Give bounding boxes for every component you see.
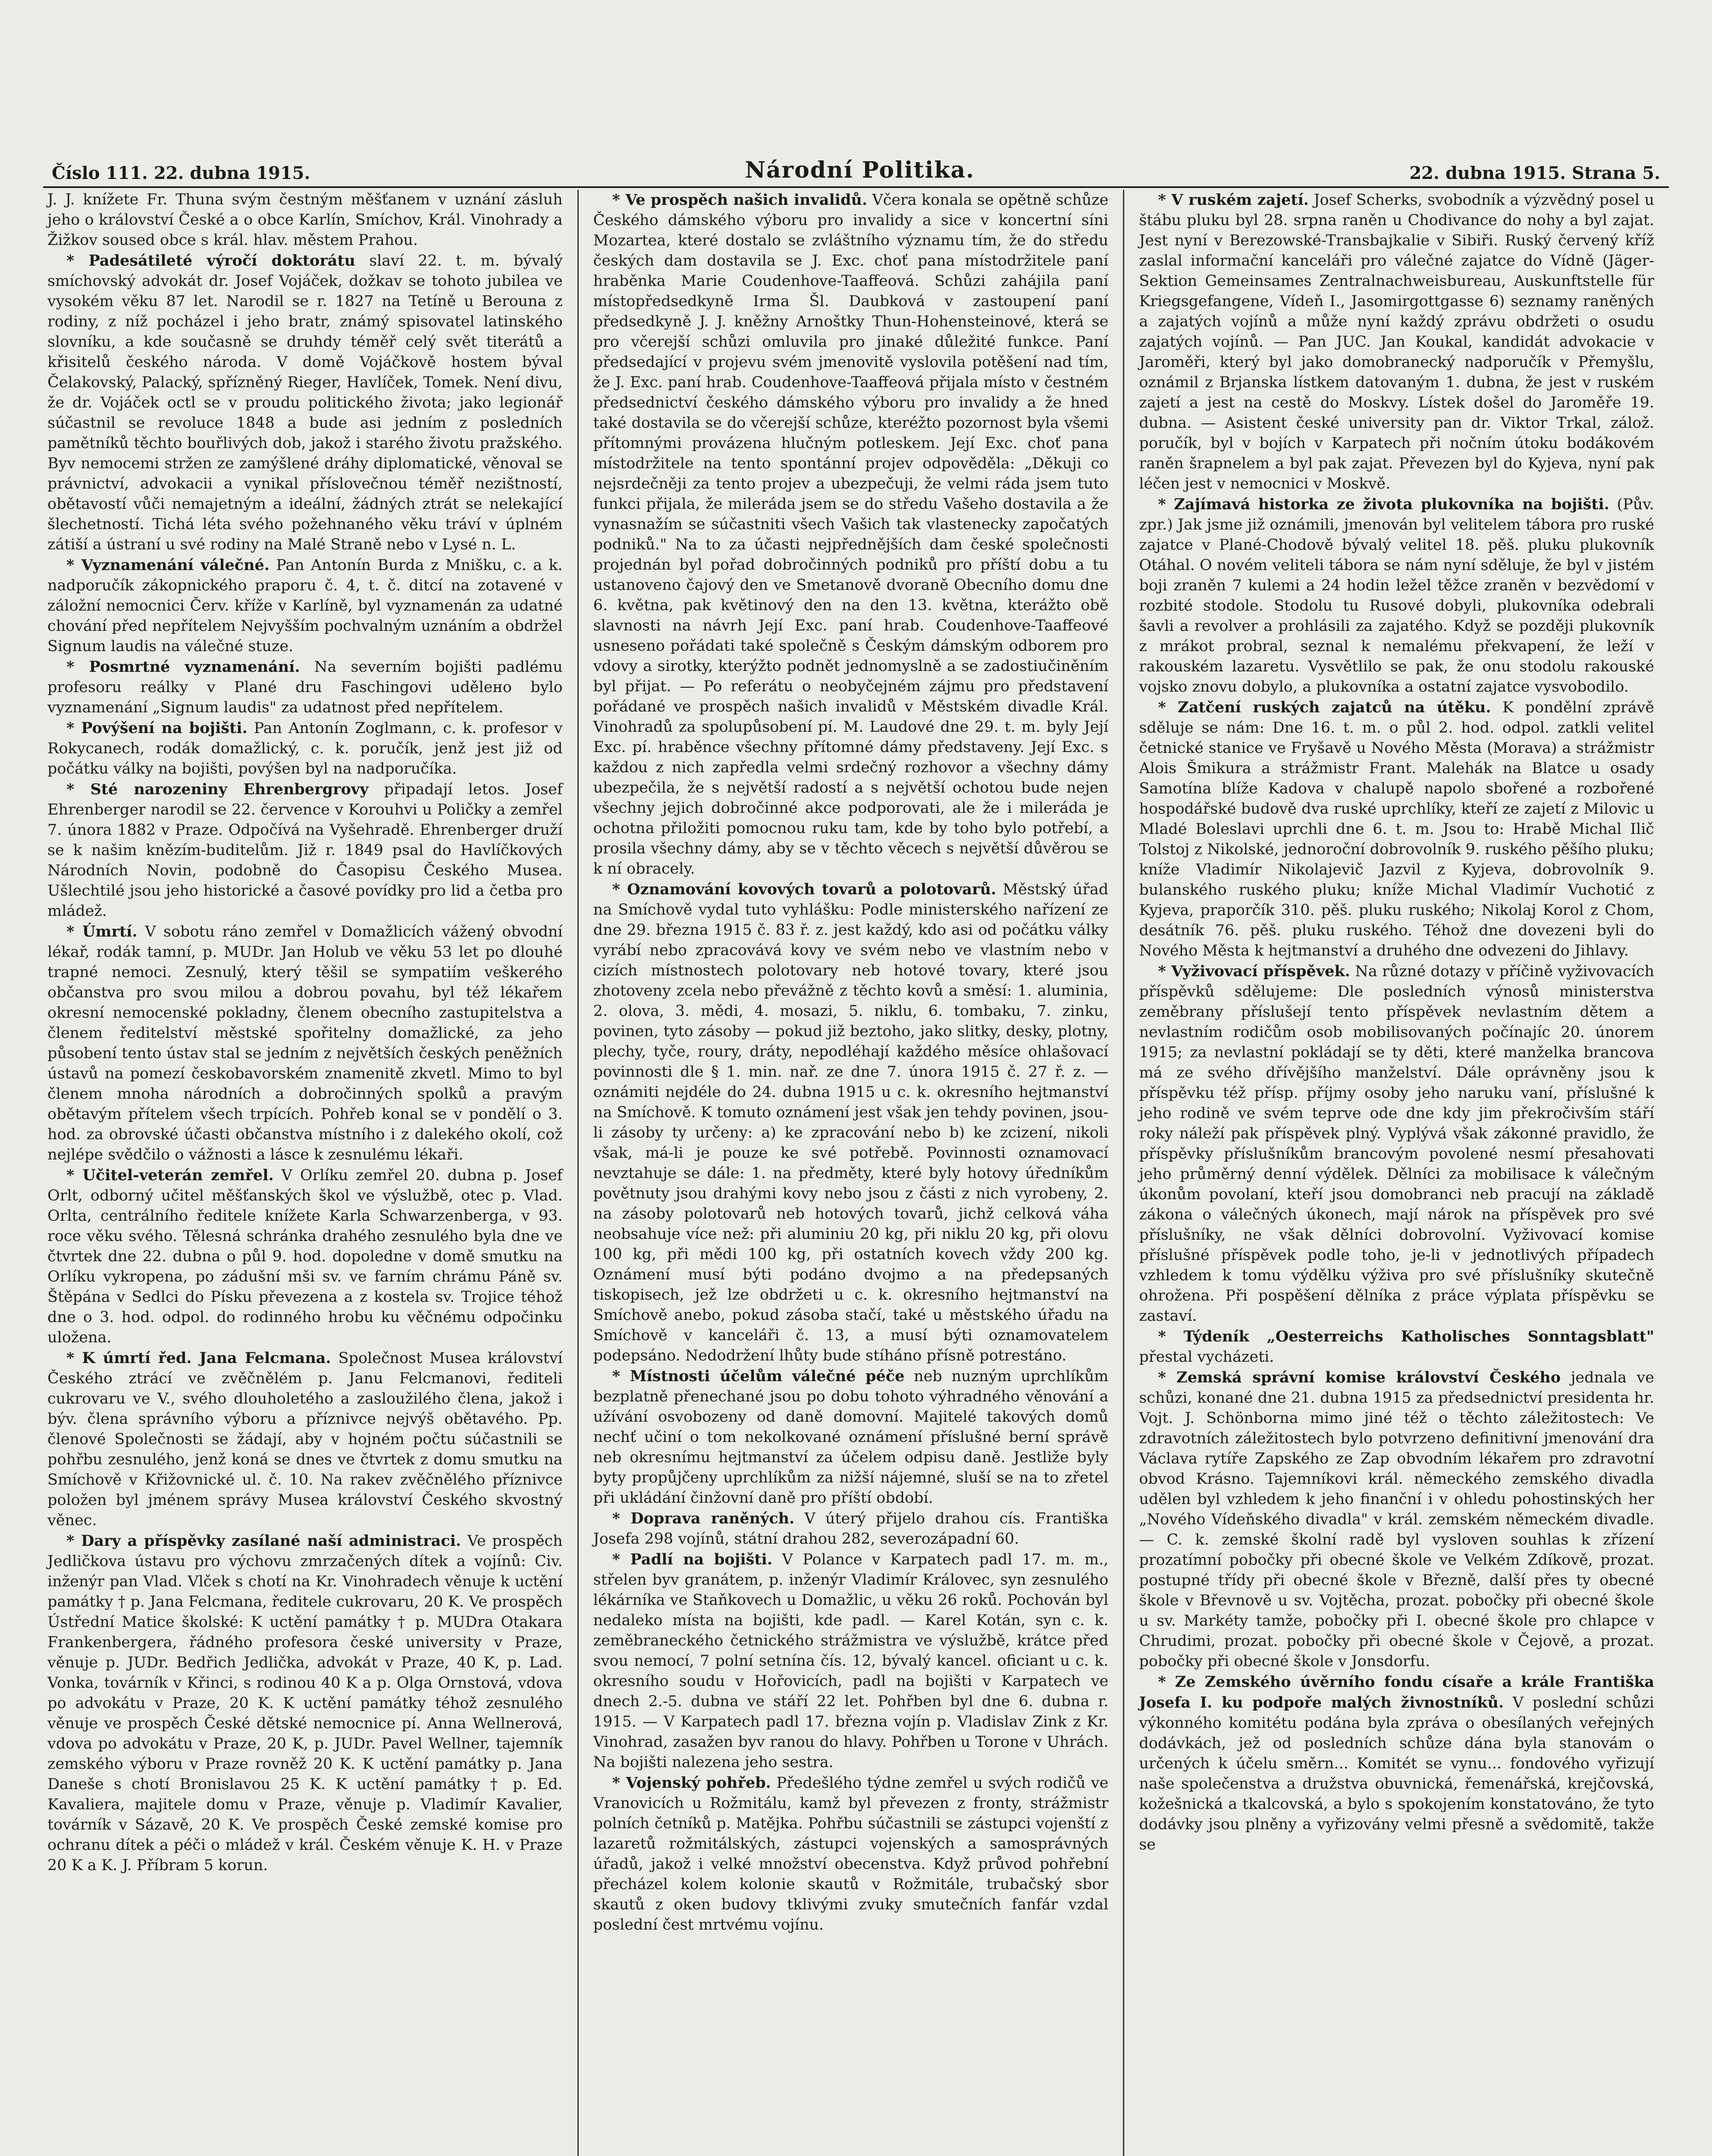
article-heading: * V ruském zajetí.: [1158, 191, 1309, 209]
article-heading: * Zatčení ruských zajatců na útěku.: [1158, 699, 1491, 716]
article-heading: * K úmrtí řed. Jana Felcmana.: [66, 1349, 331, 1367]
article-text: jednala ve schůzi, konané dne 21. dubna 1915 za předsednictví presidenta hr. Vojt. J. Schönborna mimo jiné též o těchto záležitostech: Ve zdravotních záležitostech bylo potvrzeno definitivní jmenování dra Václava rytíře Zapského ze Zap obvodním lékařem pro zdravotní obvod Krásno. Tajemníkovi král. německého zemského divadla udělen byl vzhledem k jeho finanční i v ohledu pohostinských her „Nového Vídeňského divadla" v král. zemském německém divadle. — C. k. zemské školní radě byl vysloven souhlas k zřízení prozatímní pobočky při obecné škole ve Velkém Zdíkově, prozat. postupné třídy při obecné škole v Březně, další přes ty obecné škole v Břevnově u sv. Vojtěcha, prozat. pobočky při obecné škole u sv. Markéty tamže, pobočky při I. obecné škole pro chlapce v Chrudimi, prozat. pobočky při obecné škole v Čejově, a prozat. pobočky při obecné škole v Jonsdorfu.: [1139, 1369, 1655, 1670]
article-text: Josef Scherks, svobodník a výzvědný posel u štábu pluku byl 28. srpna raněn u Chodivance do nohy a byl zajat. Jest nyní v Berezowské-Transbajkalie v Sibiři. Ruský červený kříž zaslal informační kanceláři pro válečné zajatce do Vídně (Jäger-Sektion Gemeinsames Zentralnachweisbureau, Auskunftstelle für Kriegsgefangene, Vídeň I., Jasomirgottgasse 6) seznamy raněných a zajatých vojínů a může nyní každý zprávu obdržeti o osudu zajatých vojínů. — Pan JUC. Jan Koukal, kandidát advokacie v Jaroměři, který byl jako domobranecký nadporučík v Přemyšlu, oznámil z Brjanska lístkem datovaným 1. dubna, že jest v ruském zajetí a jest na cestě do Moskvy. Lístek došel do Jaroměře 19. dubna. — Asistent české university pan dr. Viktor Trkal, zálož. poručík, byl v bojích v Karpatech při nočním útoku bodákovém raněn šrapnelem a byl pak zajat. Převezen byl do Kyjeva, nyní pak léčen jest v nemocnici v Moskvě.: [1139, 191, 1655, 492]
article-heading: * Povýšení na bojišti.: [66, 719, 248, 737]
article-text: V Polance v Karpatech padl 17. m. m., střelen byv granátem, p. inženýr Vladimír Královec, syn zesnulého lékárníka ve Staňkovech u Domažlic, u věku 26 roků. Pochován byl nedaleko místa na bojišti, kde padl. — Karel Kotán, syn c. k. zeměbraneckého četnického strážmistra ve výslužbě, krátce před svou nemocí, 7 polní setnína čís. 12, bývalý kancel. oficiant u c. k. okresního soudu v Hořovicích, padl na bojišti v Karpatech ve dnech 2.-5. dubna ve stáří 22 let. Pohřben byl dne 6. dubna r. 1915. — V Karpatech padl 17. března vojín p. Vladislav Zink z Kr. Vinohrad, zasažen byv ranou do hlavy. Pohřben u Torone v Uhrách. Na bojišti nalezena jeho sestra.: [593, 1551, 1109, 1771]
article-heading: * Padlí na bojišti.: [612, 1551, 773, 1568]
article-heading: * Vyznamenání válečné.: [66, 556, 270, 574]
page-header: [52, 142, 1660, 183]
issue-number-date: Číslo 111. 22. dubna 1915.: [52, 163, 310, 183]
article-text: V Orlíku zemřel 20. dubna p. Josef Orlt, odborný učitel měšťanských škol ve výslužbě, otec p. Vlad. Orlta, centrálního ředitele knížete Karla Schwarzenberga, v 93. roce věku svého. Tělesná schránka drahého zesnulého byla dne ve čtvrtek dne 22. dubna o půl 9. hod. dopoledne v domě smutku na Orlíku vykropena, po zádušní mši sv. ve farním chrámu Páně sv. Štěpána v Sedlci do Písku převezena a z kostela sv. Trojice téhož dne o 3. hod. odpol. do rodinného hrobu ku věčnému odpočinku uložena.: [47, 1167, 563, 1346]
article-text: Společnost Musea království Českého ztrácí ve zvěčnělém p. Janu Felcmanovi, řediteli cukrovaru ve V., svého dlouholetého a zasloužilého člena, jakož i býv. člena správního výboru a příznivce nejvýš obětavého. Pp. členové Společnosti se žádají, aby v hojném počtu súčastnili se pohřbu zesnulého, jenž koná se dnes ve čtvrtek z domu smutku na Smíchově v Křižovnické ul. č. 10. Na rakev zvěčnělého příznivce položen byl jménem správy Musea království Českého skvostný věnec.: [47, 1350, 563, 1529]
article-text: V poslední schůzi výkonného komitétu podána byla zpráva o obesílaných veřejných dodávkách, jež od posledních schůze dána byla stanovám o určených k účelu směrn... Komitét se vynu... fondového vyřizují naše společenstva a družstva obuvnická, řemenářská, krejčovská, kožešnická a tkalcovská, a bylo s spokojením konstatováno, že tyto dodávky jsou plněny a vyřizovány velmi přesně a svědomitě, takže se: [1139, 1694, 1655, 1853]
article-heading: * Učitel-veterán zemřel.: [66, 1166, 274, 1184]
article-heading: * Padesátileté výročí doktorátu: [66, 252, 355, 270]
column-2: [577, 190, 1123, 2156]
article-paragraph: [47, 921, 563, 1165]
article-paragraph: [593, 190, 1109, 879]
article-text: Pan Antonín Burda z Mnišku, c. a k. nadporučík zákopnického praporu č. 4, t. č. ditcí na zotavené v záložní nemocnici Červ. kříže v Karlíně, byl vyznamenán za udatné chování před nepřítelem Nejvyšším pochvalným uznáním a obdržel Signum laudis na válečné stuze.: [47, 557, 563, 655]
article-paragraph: [1139, 494, 1654, 697]
article-heading: * Dary a příspěvky zasílané naší administraci.: [66, 1532, 461, 1550]
article-paragraph: [47, 1165, 563, 1348]
column-1: [43, 190, 577, 2156]
article-heading: * Zemská správní komise království Českého: [1158, 1369, 1561, 1386]
article-paragraph: [47, 779, 563, 921]
article-heading: * Sté narozeniny Ehrenbergrovy: [66, 780, 369, 798]
article-text: V sobotu ráno zemřel v Domažlicích vážený obvodní lékař, rodák tamní, p. MUDr. Jan Holub ve věku 53 let po dlouhé trapné nemoci. Zesnulý, který těšil se sympatiím veškerého občanstva pro svou milou a dobrou povahu, byl též lékařem okresní nemocenské pokladny, členem obecního zastupitelstva a členem ředitelství městské spořitelny domažlické, za jeho působení tento ústav stal se jedním z největších českých peněžních ústavů na pomezí českobavorském znamenitě zkvetl. Mimo to byl členem mnoha národních a dobročinných spolků a pravým obětavým přítelem všech trpících. Pohřeb konal se v pondělí o 3. hod. za obrovské účasti občanstva místního i z dalekého okolí, což nejlépe svědčilo o vážnosti a lásce k zesnulému lékaři.: [47, 923, 563, 1163]
header-rule: [43, 186, 1669, 188]
article-text: K pondělní zprávě sděluje se nám: Dne 16. t. m. o půl 2. hod. odpol. zatkli velitel četnické stanice ve Fryšavě u Nového Města (Morava) a strážmistr Alois Šmikura a strážmistr Frant. Malehák na Blatce u osady Samotína blíže Kadova v chalupě napolo sbořené a rozbořené hospodářské budově dva ruské uprchlíky, kteří ze zajetí z Milovic u Mladé Boleslavi uprchli dne 6. t. m. Jsou to: Hrabě Michal Ilič Tolstoj z Nikolské, jednoroční dobrovolník 9. ruského pěšího pluku; kníže Vladimír Nikolajevič Jazvil z Kyjeva, dobrovolník 9. bulanského ruského pluku; kníže Michal Vladimír Vuchotić z Kyjeva, praporčík 310. pěš. pluku ruského; Nikolaj Korol z Chom, desátník 76. pěš. pluku ruského. Téhož dne dovezeni byli do Nového Města k hejtmanství a druhého dne odvezeni do Jihlavy.: [1139, 699, 1655, 959]
article-paragraph: [47, 251, 563, 555]
article-text: Předešlého týdne zemřel u svých rodičů ve Vranovicích u Rožmitálu, kamž byl převezen z fronty, strážmistr polních četníků p. Matějka. Pohřbu súčastnili se zástupci vojenští z lazaretů rožmitálských, zástupci vojenských a samosprávných úřadů, jakož i velké množství obecenstva. Když průvod pohřební přecházel kolem kolonie skautů v Rožmitále, trubačský sbor skautů z oken budovy tklivými zvuky smutečních fanfár vzdal poslední čest mrtvému vojínu.: [593, 1774, 1109, 1934]
article-paragraph: [1139, 1367, 1654, 1672]
article-heading: * Místnosti účelům válečné péče: [612, 1367, 905, 1385]
article-text: slaví 22. t. m. bývalý smíchovský advokát dr. Josef Vojáček, dožkav se tohoto jubilea ve vysokém věku 87 let. Narodil se r. 1827 na Tetíně u Berouna z rodiny, z níž pocházel i jeho bratr, známý spisovatel latinského slovníku, a kde současně se druhdy téměř celý svět titerátů a křisitelů českého národa. V domě Vojáčkově hostem býval Čelakovský, Palacký, spřízněný Rieger, Havlíček, Tomek. Není divu, že dr. Vojáček octl se v proudu politického života; jako legionář súčastnil se revoluce 1848 a bude asi jedním z posledních pamětníků těchto bouřlivých dob, jakož i starého životu pražského. Byv nemocemi stržen ze zamýšlené dráhy diplomatické, věnoval se právnictví, advokacii a vynikal příslovečnou téměř nezištností, obětavostí vůči nemajetným a ideální, žádných ztrát se nelekající šlechetností. Tichá léta svého požehnaného věku tráví v úplném zátiší a ústraní u své rodiny na Malé Straně nebo v Lysé n. L.: [47, 252, 563, 553]
article-text: (Pův. zpr.) Jak jsme již oznámili, jmenován byl velitelem tábora pro ruské zajatce v Plané-Chodově bývalý velitel 18. pěš. pluku plukovník Otáhal. O novém veliteli tábora se nám nyní sděluje, že byl v jistém boji zraněn 7 kulemi a 24 hodin ležel těžce zraněn v bezvědomí v rozbité stodole. Stodolu tu Rusové dobyli, plukovníka odebrali šavli a revolver a prohlásili za zajatého. Když se později plukovník z mrákot probral, seznal k nemalému překvapení, že leží v rakouském lazaretu. Vysvětlilo se pak, že onu stodolu rakouské vojsko znovu dobylo, a plukovníka a ostatní zajatce vysvobodilo.: [1139, 496, 1655, 696]
article-paragraph: [1139, 190, 1654, 494]
article-heading: * Ve prospěch našich invalidů.: [612, 191, 868, 209]
article-heading: * Vojenský pohřeb.: [612, 1774, 771, 1792]
article-paragraph: [1139, 1672, 1654, 1855]
article-heading: * Vyživovací příspěvek.: [1158, 962, 1350, 980]
article-text: Na různé dotazy v příčině vyživovacích příspěvků sdělujeme: Dle posledních výnosů ministerstva zeměbrany příslušejí tento příspěvek nevlastním dětem a nevlastním rodičům osob mobilisovaných počínajíc 20. únorem 1915; za nevlastní pokládají se ty děti, které manželka brancova má ze svého dřívějšího manželství. Dále oprávněny jsou k příspěvku též přísp. příjmy osoby jeho naruku vaní, příslušné k jeho rodině ve svém teprve ode dne kdy jim překročivším stáří roky náleží pak příspěvek plný. Vyplývá však zákonné pravidlo, že příspěvky příslušníkům brancovým povolené nesmí přesahovati jeho průměrný denní výdělek. Dělníci za mobilisace k válečným úkonům povolaní, kteří jsou domobranci neb pracují na základě zákona o válečných úkonech, mají nárok na příspěvek pro své příslušníky, ne však dělníci dobrovolní. Vyživovací komise příslušné příspěvek podle toho, je-li v jednotlivých případech vzhledem k tomu výdělku výživa pro své příslušníky skutečně ohrožena. Při pospěšení dělníka z práce výplata příspěvku se zastaví.: [1139, 963, 1655, 1325]
article-heading: * Týdeník „Oesterreichs Katholisches Sonntagsblatt": [1158, 1328, 1655, 1345]
article-text: Městský úřad na Smíchově vydal tuto vyhlášku: Podle ministerského nařízení ze dne 29. března 1915 č. 83 ř. z. jest každý, kdo asi od počátku války vyrábí nebo zpracovává kovy ve svém nebo ve vlastním nebo v cizích místnostech polotovary neb hotové tovary, které jsou zhotoveny zcela nebo převážně z těchto kovů a směsí: 1. aluminia, 2. olova, 3. mědi, 4. mosazi, 5. niklu, 6. tombaku, 7. zinku, povinen, tyto zásoby — pokud již beztoho, jako slitky, desky, plotny, plechy, tyče, roury, dráty, nepodléhají každého měsíce ohlašovací povinnosti dle § 1. min. nař. ze dne 7. února 1915 č. 27 ř. z. — oznámiti nejdéle do 24. dubna 1915 u c. k. okresního hejtmanství na Smíchově. K tomuto oznámení jest však jen tehdy povinen, jsou-li zásoby ty určeny: a) ke zpracování nebo b) ke zcizení, nikoli však, má-li je pouze ke své potřebě. Povinnosti oznamovací nevztahuje se dále: 1. na předměty, které byly hotovy úředníkům povětnuty jsou drahými kovy nebo jsou z části z nich vyrobeny, 2. na zásoby polotovarů neb hotových tovarů, jichž celková váha neobsahuje více než: při aluminiu 20 kg, při niklu 20 kg, při olovu 100 kg, při mědi 100 kg, při ostatních kovech vždy 200 kg. Oznámení musí býti podáno dvojmo a na předepsaných tiskopisech, jež lze obdržeti u c. k. okresního hejtmanství na Smíchově anebo, pokud zásoba stačí, také u městského úřadu na Smíchově v kanceláři č. 13, a musí býti oznamovatelem podepsáno. Nedodržení lhůty bude stíháno přísně potrestáno.: [593, 881, 1109, 1364]
article-text: Včera konala se opětně schůze Českého dámského výboru pro invalidy a sice v koncertní síni Mozartea, které dostalo se zvláštního významu tím, že do středu českých dam dostavila se J. Exc. choť pana místodržitele paní hraběnka Marie Coudenhove-Taaffeová. Schůzi zahájila paní místopředsedkyně Irma Šl. Daubková v zastoupení paní předsedkyně J. J. kněžny Arnoštky Thun-Hohensteinové, která se pro včerejší schůzi omluvila pro jinaké důležité funkce. Paní předsedající v projevu svém jmenovitě vyslovila potěšení nad tím, že J. Exc. paní hrab. Coudenhove-Taaffeová přijala místo v čestném předsednictví českého dámského výboru pro invalidy a že hned také dostavila se do včerejší schůze, kteréžto pozornost byla všemi přítomnými provázena hlučným potleskem. Její Exc. choť pana místodržitele na tento spontánní projev odpověděla: „Děkuji co nejsrdečněji za tento projev a ubezpečuji, že velmi ráda jsem tuto funkci přijala, že mileráda jsem se do středu Vašeho dostavila a že vynasnažím se súčastniti všech Vašich tak vlastenecky započatých podniků." Na to za účasti nejpřednějších dam české společnosti projednán byl pořad dobročinných podniků pro příští dobu a tu ustanoveno čajový den ve Smetanově dvoraně Obecního domu dne 6. května, pak květinový den na den 13. května, kterážto obě slavnosti na návrh Její Exc. paní hrab. Coudenhove-Taaffeové usneseno pořádati také společně s Českým dámským odborem pro vdovy a sirotky, kterýžto podnět jednomyslně a se zadostiučiněním byl přijat. — Po referátu o neobyčejném zájmu pro představení pořádané ve prospěch našich invalidů v Městském divadle Král. Vinohradů za spolupůsobení pí. M. Laudové dne 29. t. m. byly Její Exc. pí. hraběnce všechny přítomné dámy představeny. Její Exc. s každou z nich zapředla velmi srdečný rozhovor a všechny dámy ubezpečila, že s největší radostí a s největší ochotou bude nejen všechny jejich dobročinné akce podporovati, ale že i milerádа je ochotna přiložiti pomocnou ruku tam, kde by toho bylo potřebí, a prosila všechny dámy, aby se v těchto věcech s největší důvěrou se k ní obracely.: [593, 191, 1109, 877]
article-paragraph: [593, 1508, 1109, 1549]
article-paragraph: [47, 190, 563, 251]
column-3: [1123, 190, 1669, 2156]
article-text: přestal vycházeti.: [1139, 1348, 1274, 1366]
article-text: Pan Antonín Zoglmann, c. k. profesor v Rokycanech, rodák domažlický, c. k. poručík, jenž jest již od počátku války na bojišti, povýšen byl na nadporučíka.: [47, 720, 563, 777]
article-text: V úterý přijelo drahou cís. Františka Josefa 298 vojínů, státní drahou 282, severozápadní 60.: [593, 1510, 1109, 1548]
article-paragraph: [47, 555, 563, 657]
article-paragraph: [1139, 1326, 1654, 1367]
article-heading: * Zajímavá historka ze života plukovníka na bojišti.: [1158, 495, 1609, 513]
article-text: neb nuzným uprchlíkům bezplatně přenechané jsou po dobu tohoto výhradného věnování a užívání osvobozeny od daně domovní. Majitelé takových domů nechť učiní o tom nekolkované oznámení příslušné berní správě neb okresnímu hejtmanství za účelem odpisu daně. Jestliže byly byty propůjčeny uprchlíkům za nižší nájemné, sluší se na to zřetel při ukládání činžovní daně pro příští období.: [593, 1368, 1109, 1507]
article-heading: * Doprava raněných.: [612, 1510, 795, 1527]
article-text: připadají letos. Josef Ehrenberger narodil se 22. července v Korouhvi u Poličky a zemřel 7. února 1882 v Praze. Odpočívá na Vyšehradě. Ehrenberger druží se k našim knězím-buditelům. Již r. 1849 psal do Havlíčkových Národních Novin, podobně do Časopisu Českého Musea. Ušlechtilé jsou jeho historické a časové povídky pro lid a četba pro mládež.: [47, 781, 563, 920]
article-paragraph: [593, 879, 1109, 1366]
page-date-number: 22. dubna 1915. Strana 5.: [1409, 163, 1660, 183]
article-paragraph: [47, 657, 563, 718]
article-text: Na severním bojišti padlému profesoru reálky v Plané dru Faschingovi udělено bylo vyznamenání „Signum laudis" za udatnost před nepřítelem.: [47, 658, 563, 716]
article-paragraph: [1139, 697, 1654, 961]
article-text: Ve prospěch Jedličkova ústavu pro výchovu zmrzačených dítek a vojínů: Civ. inženýr pan Vlad. Vlček s chotí na Kr. Vinohradech věnuje k uctění památky † p. Jana Felcmana, ředitele cukrovaru, 20 K. Ve prospěch Ústřední Matice školské: K uctění památky † p. MUDra Otakara Frankenbergera, řádného profesora české university v Praze, věnuje p. JUDr. Bedřich Jedlička, advokát v Praze, 40 K, p. Lad. Vonka, továrník v Křinci, s rodinou 40 K a p. Olga Ornstová, vdova po advokátu v Praze, 20 K. K uctění památky téhož zesnulého věnuje ve prospěch České dětské nemocnice pí. Anna Wellnerová, vdova po advokátu v Praze, 20 K, p. JUDr. Pavel Wellner, tajemník zemského výboru v Praze rovněž 20 K. K uctění památky p. Jana Daneše s chotí Bronislavou 25 K. K uctění památky † p. Ed. Kavaliera, majitele domu v Praze, věnuje p. Vladimír Kavalier, továrník v Sázavě, 20 K. Ve prospěch České zemské komise pro ochranu dítek a péči o mládež v král. Českém věnuje K. H. v Praze 20 K a K. J. Příbram 5 korun.: [47, 1532, 563, 1874]
article-heading: * Úmrtí.: [66, 923, 138, 940]
article-heading: * Posmrtné vyznamenání.: [66, 658, 300, 676]
article-heading: * Ze Zemského úvěrního fondu císaře a krále Františka Josefa I. ku podpoře malých živnostníků.: [1139, 1673, 1655, 1711]
article-paragraph: [1139, 961, 1654, 1326]
article-paragraph: [47, 1348, 563, 1531]
article-paragraph: [47, 1531, 563, 1876]
article-paragraph: [593, 1549, 1109, 1773]
article-paragraph: [593, 1366, 1109, 1508]
article-text: J. J. knížete Fr. Thuna svým čestným měšťanem v uznání zásluh jeho o království České a o obce Karlín, Smíchov, Král. Vinohrady a Žižkov soused obce s král. hlav. městem Prahou.: [47, 191, 563, 249]
article-paragraph: [47, 718, 563, 779]
article-paragraph: [593, 1773, 1109, 1935]
article-heading: * Oznamování kovových tovarů a polotovarů.: [612, 881, 997, 898]
newspaper-title: Národní Politika.: [745, 157, 975, 183]
columns: [43, 190, 1669, 2156]
